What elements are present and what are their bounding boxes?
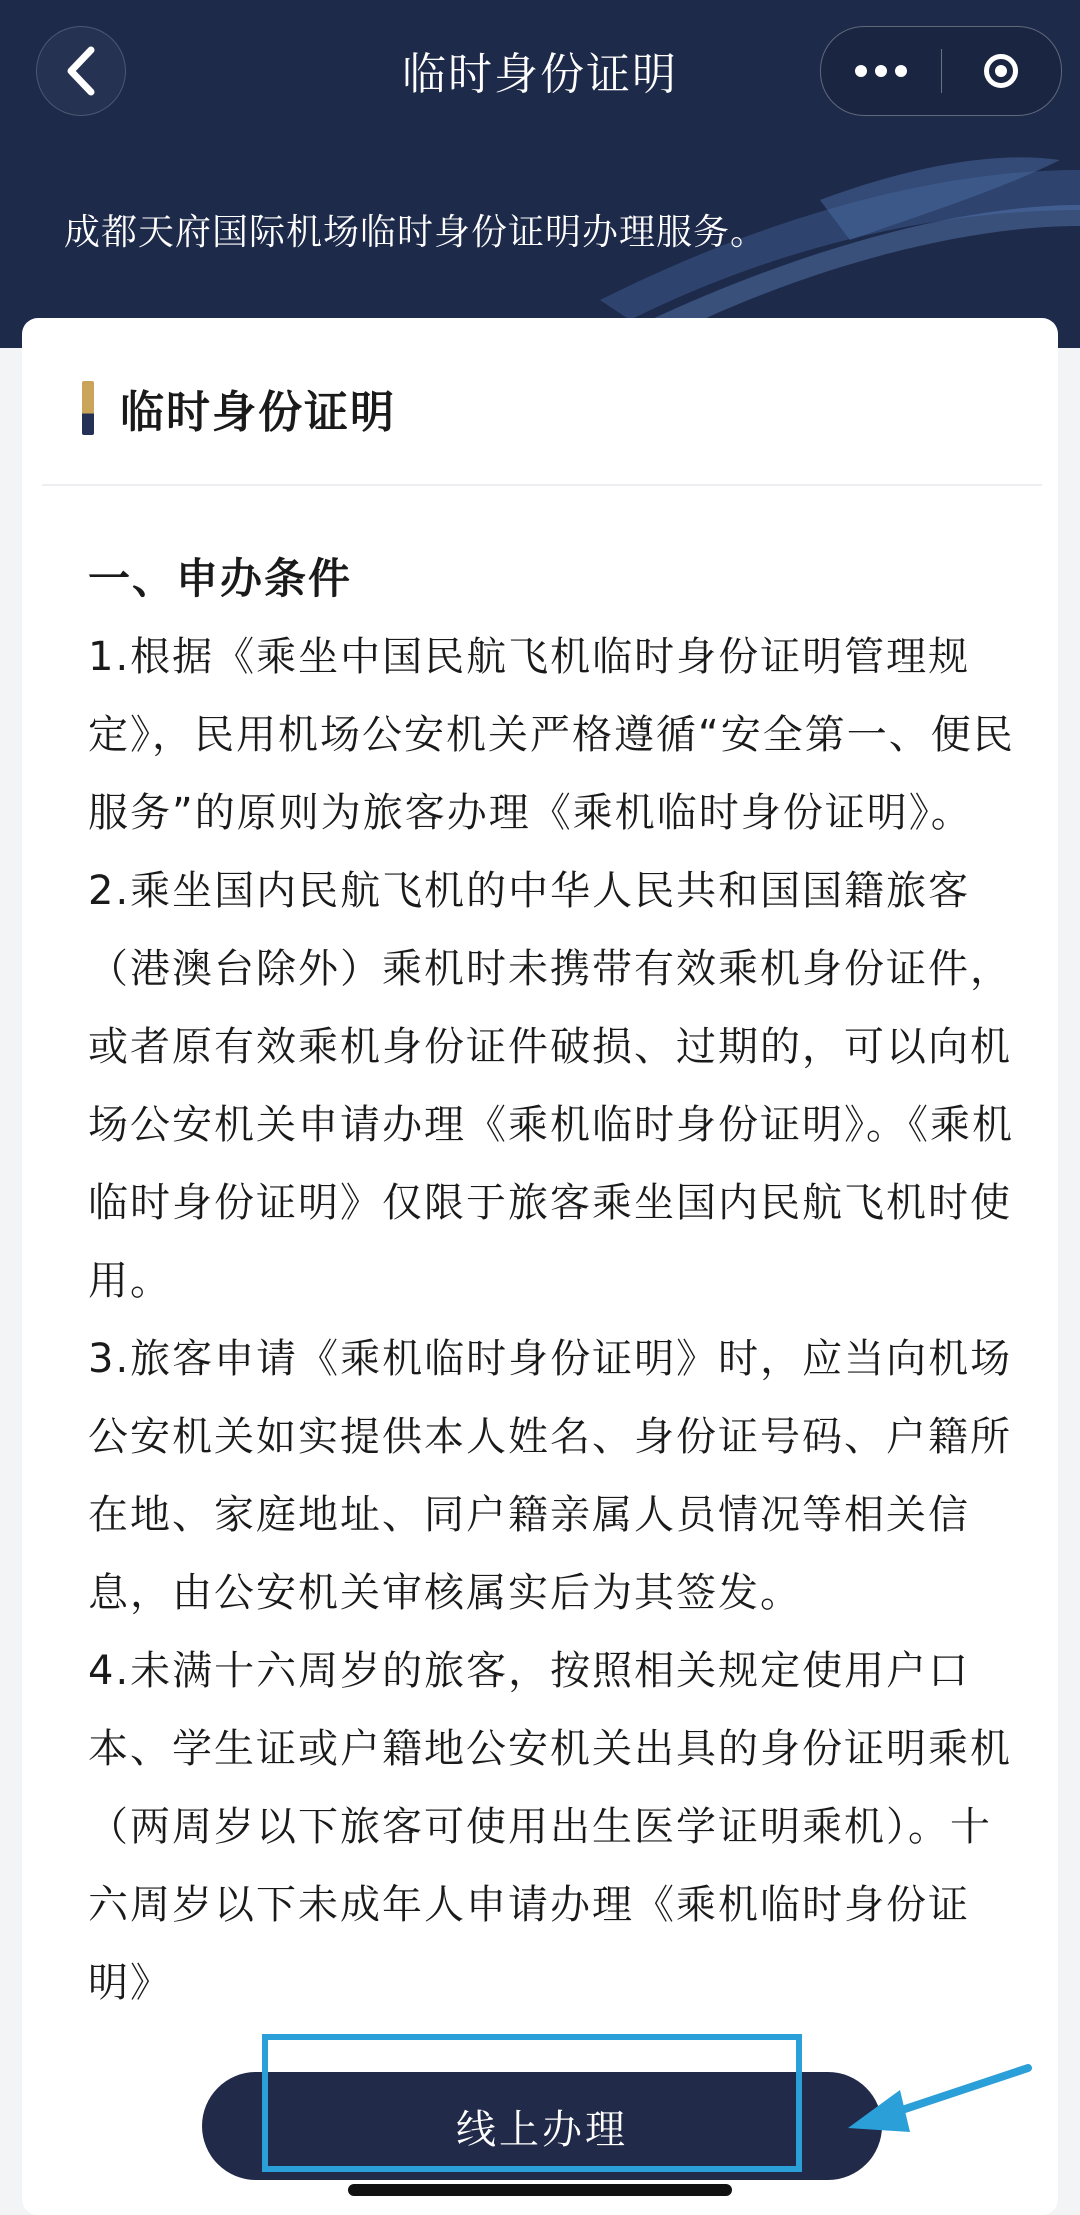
section-header — [82, 378, 396, 438]
section-title: 临时身份证明 — [120, 387, 396, 438]
more-button[interactable] — [821, 27, 941, 115]
header-banner — [0, 0, 1080, 348]
condition-heading: 一、申办条件 — [88, 554, 353, 603]
paragraph-4: 4.未满十六周岁的旅客，按照相关规定使用户口本、学生证或户籍地公安机关出具的身份证明乘机（两周岁以下旅客可使用出生医学证明乘机）。十六周岁以下未成年人申请办理《乘机临时身份证明》 — [88, 1648, 1012, 2006]
paragraph-3: 3.旅客申请《乘机临时身份证明》时，应当向机场公安机关如实提供本人姓名、身份证号码、户籍所在地、家庭地址、同户籍亲属人员情况等相关信息，由公安机关审核属实后为其签发。 — [88, 1336, 1013, 1616]
target-close-icon — [984, 54, 1018, 88]
mini-program-capsule — [820, 26, 1062, 116]
home-indicator — [348, 2184, 732, 2196]
more-dots-icon — [851, 65, 911, 77]
section-divider — [42, 484, 1042, 486]
content-card — [22, 318, 1058, 2215]
accent-bar — [82, 381, 94, 435]
page-title: 临时身份证明 — [402, 49, 678, 100]
paragraph-1: 1.根据《乘坐中国民航飞机临时身份证明管理规定》，民用机场公安机关严格遵循“安全第一、便民服务”的原则为旅客办理《乘机临时身份证明》。 — [88, 634, 1015, 836]
content-body — [88, 540, 1028, 2022]
paragraph-2: 2.乘坐国内民航飞机的中华人民共和国国籍旅客（港澳台除外）乘机时未携带有效乘机身份证件，或者原有效乘机身份证件破损、过期的，可以向机场公安机关申请办理《乘机临时身份证明》。《乘机临时身份证明》仅限于旅客乘坐国内民航飞机时使用。 — [88, 868, 1014, 1304]
pointer-arrow-icon — [838, 2060, 1038, 2140]
close-button[interactable] — [942, 27, 1060, 115]
online-apply-button[interactable]: 线上办理 — [202, 2072, 882, 2180]
header-subtitle: 成都天府国际机场临时身份证明办理服务。 — [64, 212, 768, 253]
